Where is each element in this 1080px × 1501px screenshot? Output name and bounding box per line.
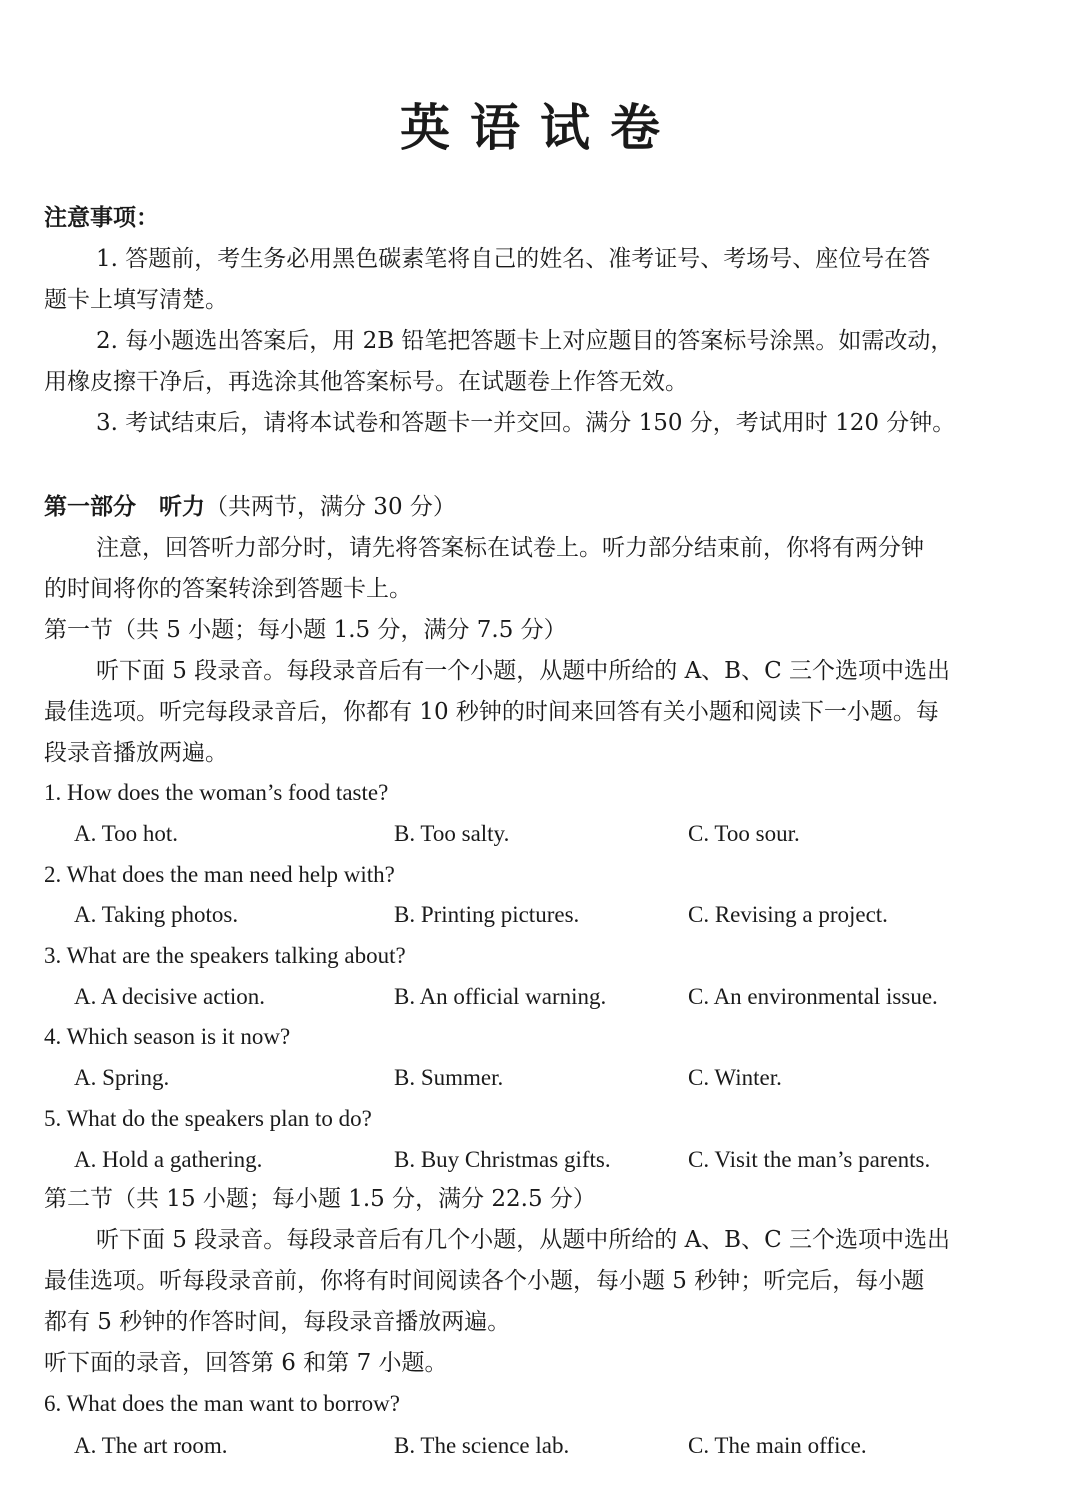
option-a: A. The art room. [74,1433,228,1458]
option-b: B. Buy Christmas gifts. [394,1147,611,1172]
option-c: C. Visit the man’s parents. [688,1147,931,1172]
exam-title: 英语试卷 [400,98,680,157]
notice-item: 用橡皮擦干净后，再选涂其他答案标号。在试题卷上作答无效。 [44,369,688,395]
question-6: 6. What does the man want to borrow? [44,1391,400,1416]
question-1: 1. How does the woman’s food taste? [44,780,389,805]
option-a: A. A decisive action. [74,984,265,1009]
notice-item: 1. 答题前，考生务必用黑色碳素笔将自己的姓名、准考证号、考场号、座位号在答 [96,246,931,272]
notice-item: 题卡上填写清楚。 [44,287,228,313]
notice-heading: 注意事项： [44,204,159,231]
question-2: 2. What does the man need help with? [44,862,395,887]
option-c: C. An environmental issue. [688,984,938,1009]
part1-note: 注意，回答听力部分时，请先将答案标在试卷上。听力部分结束前，你将有两分钟 [96,535,924,561]
question-3: 3. What are the speakers talking about? [44,943,406,968]
option-c: C. The main office. [688,1433,867,1458]
option-b: B. An official warning. [394,984,607,1009]
section2-heading: 第二节（共 15 小题；每小题 1.5 分，满分 22.5 分） [44,1186,596,1212]
option-c: C. Too sour. [688,821,800,846]
part1-heading-detail: （共两节，满分 30 分） [205,494,456,520]
question-5: 5. What do the speakers plan to do? [44,1106,372,1131]
option-c: C. Winter. [688,1065,782,1090]
option-b: B. Summer. [394,1065,504,1090]
option-a: A. Spring. [74,1065,170,1090]
option-a: A. Hold a gathering. [74,1147,263,1172]
option-a: A. Too hot. [74,821,179,846]
section2-instruction: 都有 5 秒钟的作答时间，每段录音播放两遍。 [44,1309,511,1335]
section1-instruction: 最佳选项。听完每段录音后，你都有 10 秒钟的时间来回答有关小题和阅读下一小题。每 [44,699,939,725]
section2-subheading: 听下面的录音，回答第 6 和第 7 小题。 [44,1350,448,1376]
option-b: B. Printing pictures. [394,902,580,927]
section1-instruction: 段录音播放两遍。 [44,740,228,766]
section1-instruction: 听下面 5 段录音。每段录音后有一个小题，从题中所给的 A、B、C 三个选项中选出 [96,658,950,684]
part1-note: 的时间将你的答案转涂到答题卡上。 [44,576,412,602]
section1-heading: 第一节（共 5 小题；每小题 1.5 分，满分 7.5 分） [44,617,567,643]
section2-instruction: 最佳选项。听每段录音前，你将有时间阅读各个小题，每小题 5 秒钟；听完后，每小题 [44,1268,925,1294]
part1-heading-title: 第一部分 听力 [44,493,205,520]
option-a: A. Taking photos. [74,902,239,927]
notice-item: 3. 考试结束后，请将本试卷和答题卡一并交回。满分 150 分，考试用时 120 分钟。 [96,410,956,436]
question-4: 4. Which season is it now? [44,1024,291,1049]
option-c: C. Revising a project. [688,902,888,927]
section2-instruction: 听下面 5 段录音。每段录音后有几个小题，从题中所给的 A、B、C 三个选项中选出 [96,1227,950,1253]
option-b: B. Too salty. [394,821,510,846]
option-b: B. The science lab. [394,1433,570,1458]
part1-heading [44,492,456,522]
notice-item: 2. 每小题选出答案后，用 2B 铅笔把答题卡上对应题目的答案标号涂黑。如需改动， [96,328,954,354]
